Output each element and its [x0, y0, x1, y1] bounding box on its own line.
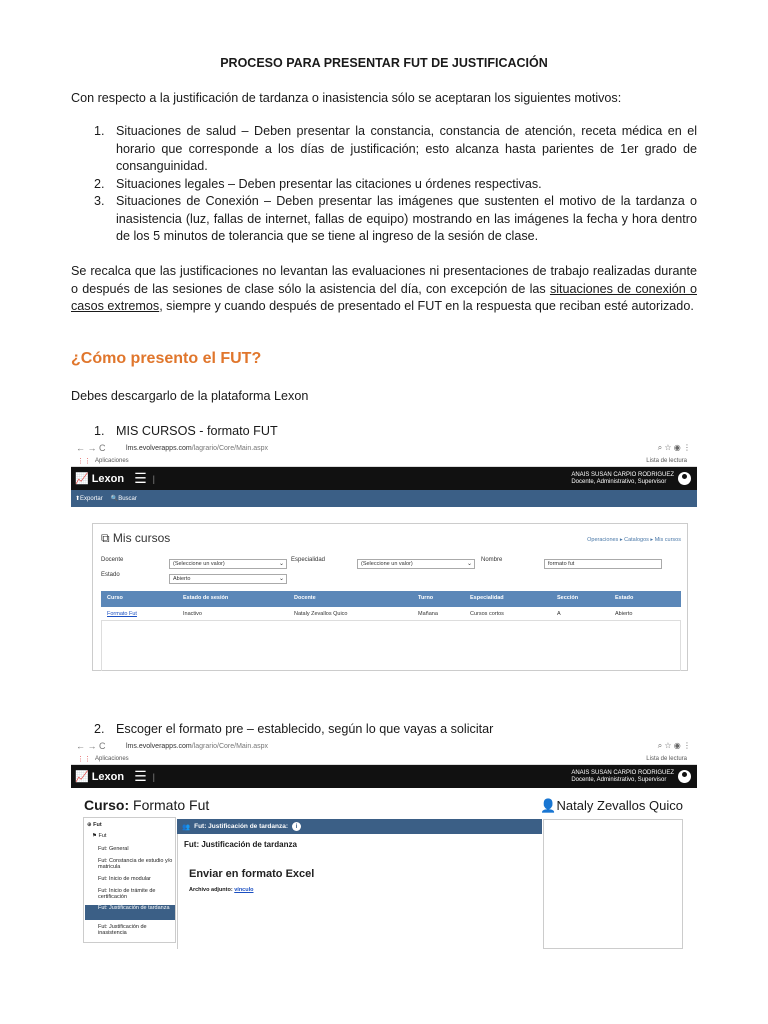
- browser-bar: [71, 441, 697, 455]
- lexon-logo[interactable]: 📈 Lexon: [75, 472, 125, 485]
- attachment-line: Archivo adjunto: vínculo: [189, 887, 254, 893]
- action-toolbar: [71, 490, 697, 507]
- user-avatar-icon[interactable]: [678, 770, 691, 783]
- search-button[interactable]: 🔍Buscar: [110, 496, 137, 502]
- user-icon: 👤: [540, 798, 557, 813]
- nombre-input[interactable]: formato fut: [544, 559, 662, 569]
- apps-link[interactable]: Aplicaciones: [95, 457, 129, 464]
- underlined-exception: situaciones de conexión o casos extremos: [71, 281, 697, 313]
- browser-actions-icons[interactable]: ⌕ ☆ ◉ ⋮: [657, 741, 691, 750]
- content-subtitle: Enviar en formato Excel: [189, 868, 315, 880]
- export-button[interactable]: ⬆Exportar: [75, 496, 103, 502]
- user-info: ANAIS SUSAN CARPIO RODRIGUEZ Docente, Administrativo, Supervisor: [571, 471, 674, 485]
- reading-list-link[interactable]: Lista de lectura: [646, 457, 687, 464]
- fut-sidebar: [83, 817, 176, 943]
- attachment-link[interactable]: vínculo: [234, 887, 254, 893]
- docente-label: Docente: [101, 557, 124, 563]
- browser-nav-icons[interactable]: ← → C: [76, 443, 106, 453]
- content-body: [177, 834, 542, 949]
- sidebar-item[interactable]: Fut: General: [98, 846, 129, 852]
- chevron-down-icon: ⌄: [466, 561, 472, 567]
- reason-item: 3. Situaciones de Conexión – Deben presentar las imágenes que sustenten el motivo de la tardanza o inasistencia (luz, fallas de internet, fallas de equipo) mostrando en las imágenes la fecha y hora dentro de los 5 minutos de tolerancia que se tiene al ingreso de la sesión de clase.: [94, 194, 697, 243]
- lexon-logo[interactable]: 📈 Lexon: [75, 770, 125, 783]
- lexon-navbar: 📈 Lexon ☰ | ANAIS SUSAN CARPIO RODRIGUEZ Docente, Administrativo, Supervisor: [71, 765, 697, 788]
- chart-line-icon: 📈: [75, 771, 89, 783]
- table-row: Formato Fut Inactivo Nataly Zevallos Quico Mañana Cursos cortos A Abierto: [101, 607, 681, 621]
- screenshot-mis-cursos: [71, 441, 697, 671]
- intro-paragraph: Con respecto a la justificación de tardanza o inasistencia sólo se aceptaran los siguientes motivos:: [71, 91, 622, 105]
- flag-icon: ⚑: [92, 833, 97, 839]
- breadcrumb[interactable]: Operaciones ▸ Catalogos ▸ Mis cursos: [587, 537, 681, 543]
- course-heading: Curso: Formato Fut: [84, 797, 210, 813]
- course-link[interactable]: Formato Fut: [107, 611, 137, 617]
- hamburger-menu-icon[interactable]: ☰: [134, 768, 147, 784]
- mis-cursos-panel: [92, 523, 688, 671]
- sidebar-item[interactable]: Fut: Constancia de estudio y/o matricula: [98, 858, 173, 870]
- browser-bar: [71, 739, 697, 753]
- chart-line-icon: 📈: [75, 473, 89, 485]
- user-avatar-icon[interactable]: [678, 472, 691, 485]
- sidebar-item[interactable]: Fut: Justificación de inasistencia: [98, 924, 147, 936]
- chevron-down-icon: ⌄: [278, 561, 284, 567]
- bookmarks-bar: [71, 455, 697, 467]
- bookmarks-bar: [71, 753, 697, 765]
- teacher-name: 👤Nataly Zevallos Quico: [540, 798, 683, 813]
- content-title: Fut: Justificación de tardanza: [184, 840, 297, 849]
- info-icon[interactable]: i: [292, 822, 301, 831]
- document-title: PROCESO PARA PRESENTAR FUT DE JUSTIFICACIÓN: [220, 56, 548, 70]
- lexon-navbar: 📈 Lexon ☰ | ANAIS SUSAN CARPIO RODRIGUEZ Docente, Administrativo, Supervisor: [71, 467, 697, 490]
- especialidad-select[interactable]: (Seleccione un valor) ⌄: [357, 559, 475, 569]
- address-bar[interactable]: lms.evolverapps.com/lagrario/Core/Main.aspx: [126, 444, 269, 452]
- apps-grid-icon[interactable]: ⋮⋮: [77, 755, 91, 763]
- browser-nav-icons[interactable]: ← → C: [76, 741, 106, 751]
- table-header: Curso Estado de sesión Docente Turno Especialidad Sección Estado: [101, 591, 681, 607]
- section-heading: ¿Cómo presento el FUT?: [71, 350, 262, 367]
- apps-grid-icon[interactable]: ⋮⋮: [77, 457, 91, 465]
- estado-select[interactable]: Abierto ⌄: [169, 574, 287, 584]
- especialidad-label: Especialidad: [291, 557, 326, 563]
- hamburger-menu-icon[interactable]: ☰: [134, 470, 147, 486]
- globe-icon: ⊕: [87, 822, 92, 828]
- reasons-list: [94, 123, 697, 246]
- chevron-down-icon: ⌄: [278, 576, 284, 582]
- sidebar-root[interactable]: ⊕ Fut: [87, 822, 102, 828]
- step-2: 2. Escoger el formato pre – establecido, según lo que vayas a solicitar: [94, 722, 494, 736]
- download-instruction: Debes descargarlo de la plataforma Lexon: [71, 389, 309, 403]
- reason-item: 2. Situaciones legales – Deben presentar las citaciones u órdenes respectivas.: [94, 176, 542, 191]
- address-bar[interactable]: lms.evolverapps.com/lagrario/Core/Main.aspx: [126, 742, 269, 750]
- user-info: ANAIS SUSAN CARPIO RODRIGUEZ Docente, Administrativo, Supervisor: [571, 769, 674, 783]
- apps-link[interactable]: Aplicaciones: [95, 755, 129, 762]
- screenshot-formato-fut: [71, 739, 697, 949]
- nombre-label: Nombre: [481, 557, 503, 563]
- estado-label: Estado: [101, 572, 120, 578]
- content-header: 👥 Fut: Justificación de tardanza: i: [177, 819, 542, 834]
- sidebar-item-active[interactable]: Fut: Justificación de tardanza: [85, 905, 175, 920]
- sidebar-item[interactable]: Fut: Inicio de modular: [98, 876, 151, 882]
- sidebar-item[interactable]: Fut: Inicio de trámite de certificación: [98, 888, 156, 900]
- docente-select[interactable]: (Seleccione un valor) ⌄: [169, 559, 287, 569]
- sitemap-icon: ⧉: [101, 531, 110, 545]
- users-icon: 👥: [182, 823, 191, 831]
- panel-title: ⧉ Mis cursos: [101, 531, 171, 545]
- step-1: 1. MIS CURSOS - formato FUT: [94, 424, 278, 438]
- sidebar-folder[interactable]: ⚑ Fut: [92, 833, 107, 839]
- browser-actions-icons[interactable]: ⌕ ☆ ◉ ⋮: [657, 443, 691, 452]
- reading-list-link[interactable]: Lista de lectura: [646, 755, 687, 762]
- reason-item: 1. Situaciones de salud – Deben presentar la constancia, constancia de atención, receta médica en el horario que corresponde a los días de justificación; esto alcanza hasta parientes de 1er grado de consanguinidad.: [94, 124, 697, 173]
- note-paragraph: Se recalca que las justificaciones no levantan las evaluaciones ni presentaciones de trabajo realizadas durante o después de las sesiones de clase sólo la asistencia del día, con excepción de las situaciones de conexión o casos extremos, siempre y cuando después de presentado el FUT en la respuesta que reciban esté autorizado.: [71, 264, 697, 313]
- right-panel: [543, 819, 683, 949]
